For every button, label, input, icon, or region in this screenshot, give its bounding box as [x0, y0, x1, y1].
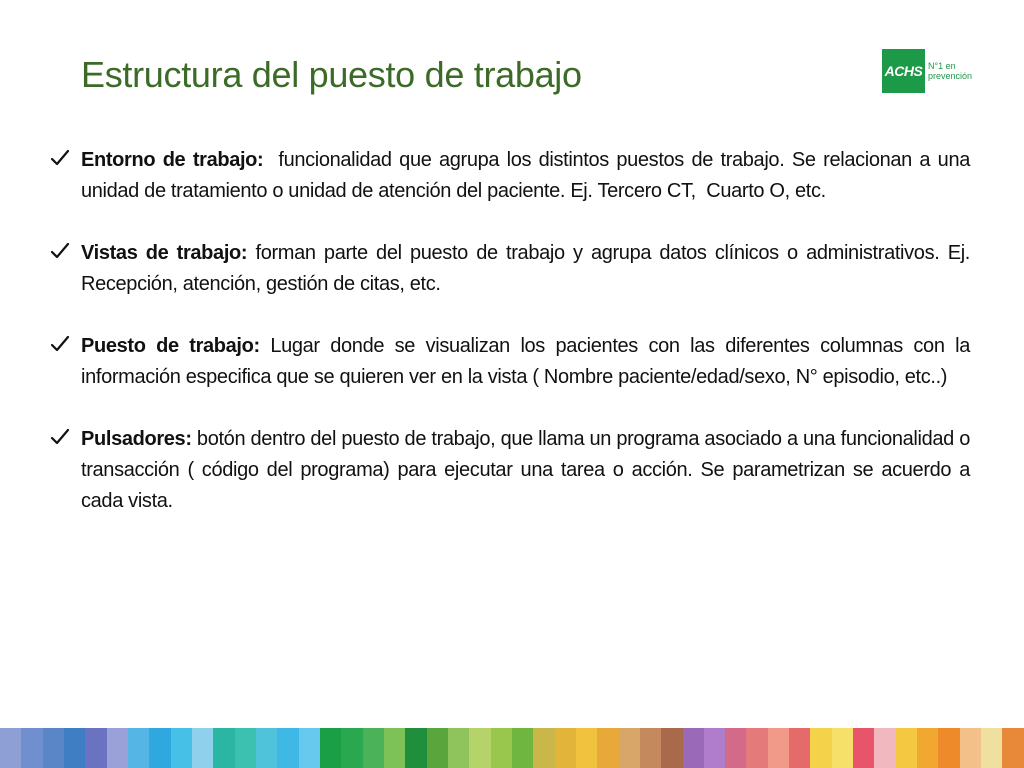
bullet-item-entorno	[50, 145, 976, 207]
slide-title: Estructura del puesto de trabajo	[81, 54, 582, 95]
footer-stripe	[683, 728, 704, 768]
footer-stripe	[810, 728, 831, 768]
footer-stripe	[299, 728, 320, 768]
footer-stripe	[960, 728, 981, 768]
footer-stripe	[0, 728, 21, 768]
footer-stripe	[789, 728, 810, 768]
footer-stripe	[128, 728, 149, 768]
footer-stripe	[21, 728, 42, 768]
footer-stripe	[256, 728, 277, 768]
logo-tagline	[928, 61, 972, 81]
logo-tagline-line2: prevención	[927, 71, 972, 81]
check-icon	[50, 427, 70, 447]
bullet-text: botón dentro del puesto de trabajo, que llama un programa asociado a una funcionalidad o transacción ( código del programa) para ejecutar una tarea o acción. Se parametrizan se acuerdo a cada vista.	[81, 428, 976, 512]
footer-stripe	[661, 728, 682, 768]
bullet-term: Pulsadores:	[81, 428, 192, 450]
footer-stripe	[384, 728, 405, 768]
bullet-text: Lugar donde se visualizan los pacientes con las diferentes columnas con la información especifica que se quieren ver en la vista ( Nombre paciente/edad/sexo, N° episodio, etc..)	[81, 335, 976, 388]
bullet-item-vistas	[50, 238, 976, 300]
footer-stripe	[619, 728, 640, 768]
check-icon	[50, 334, 70, 354]
footer-stripe	[363, 728, 384, 768]
bullet-item-pulsadores	[50, 424, 976, 517]
logo-mark: ACHS	[882, 49, 925, 93]
bullet-term: Puesto de trabajo:	[81, 335, 260, 357]
logo-tagline-line1: N°1 en	[927, 61, 956, 71]
footer-stripe	[832, 728, 853, 768]
footer-stripe	[427, 728, 448, 768]
footer-stripe	[512, 728, 533, 768]
footer-stripe	[491, 728, 512, 768]
bullet-item-puesto	[50, 331, 976, 393]
footer-stripe	[341, 728, 362, 768]
footer-stripe	[213, 728, 234, 768]
footer-stripe	[405, 728, 426, 768]
bullet-term: Vistas de trabajo:	[81, 242, 248, 264]
bullet-text: forman parte del puesto de trabajo y agrupa datos clínicos o administrativos. Ej. Recepción, atención, gestión de citas, etc.	[81, 242, 976, 295]
footer-stripe	[746, 728, 767, 768]
footer-stripe	[64, 728, 85, 768]
footer-stripe	[320, 728, 341, 768]
footer-stripe	[981, 728, 1002, 768]
footer-stripe	[448, 728, 469, 768]
bullet-term: Entorno de trabajo:	[81, 149, 264, 171]
footer-stripe	[1002, 728, 1023, 768]
footer-stripe	[192, 728, 213, 768]
footer-stripe	[107, 728, 128, 768]
footer-stripe	[149, 728, 170, 768]
footer-stripe	[171, 728, 192, 768]
check-icon	[50, 148, 70, 168]
footer-stripe	[469, 728, 490, 768]
footer-stripe	[768, 728, 789, 768]
footer-stripe	[235, 728, 256, 768]
achs-logo	[882, 48, 972, 94]
footer-stripe	[704, 728, 725, 768]
footer-stripe	[917, 728, 938, 768]
bullet-list	[50, 145, 976, 548]
footer-stripe	[853, 728, 874, 768]
footer-stripe	[725, 728, 746, 768]
footer-stripe	[896, 728, 917, 768]
footer-stripe	[597, 728, 618, 768]
footer-stripe	[874, 728, 895, 768]
footer-stripe	[555, 728, 576, 768]
check-icon	[50, 241, 70, 261]
footer-stripe	[576, 728, 597, 768]
footer-stripe	[533, 728, 554, 768]
bullet-text: funcionalidad que agrupa los distintos puestos de trabajo. Se relacionan a una unidad de tratamiento o unidad de atención del paciente. Ej. Tercero CT, Cuarto O, etc.	[81, 149, 976, 202]
footer-stripe	[277, 728, 298, 768]
footer-color-stripes	[0, 728, 1024, 768]
footer-stripe	[640, 728, 661, 768]
footer-stripe	[43, 728, 64, 768]
footer-stripe	[85, 728, 106, 768]
footer-stripe	[938, 728, 959, 768]
